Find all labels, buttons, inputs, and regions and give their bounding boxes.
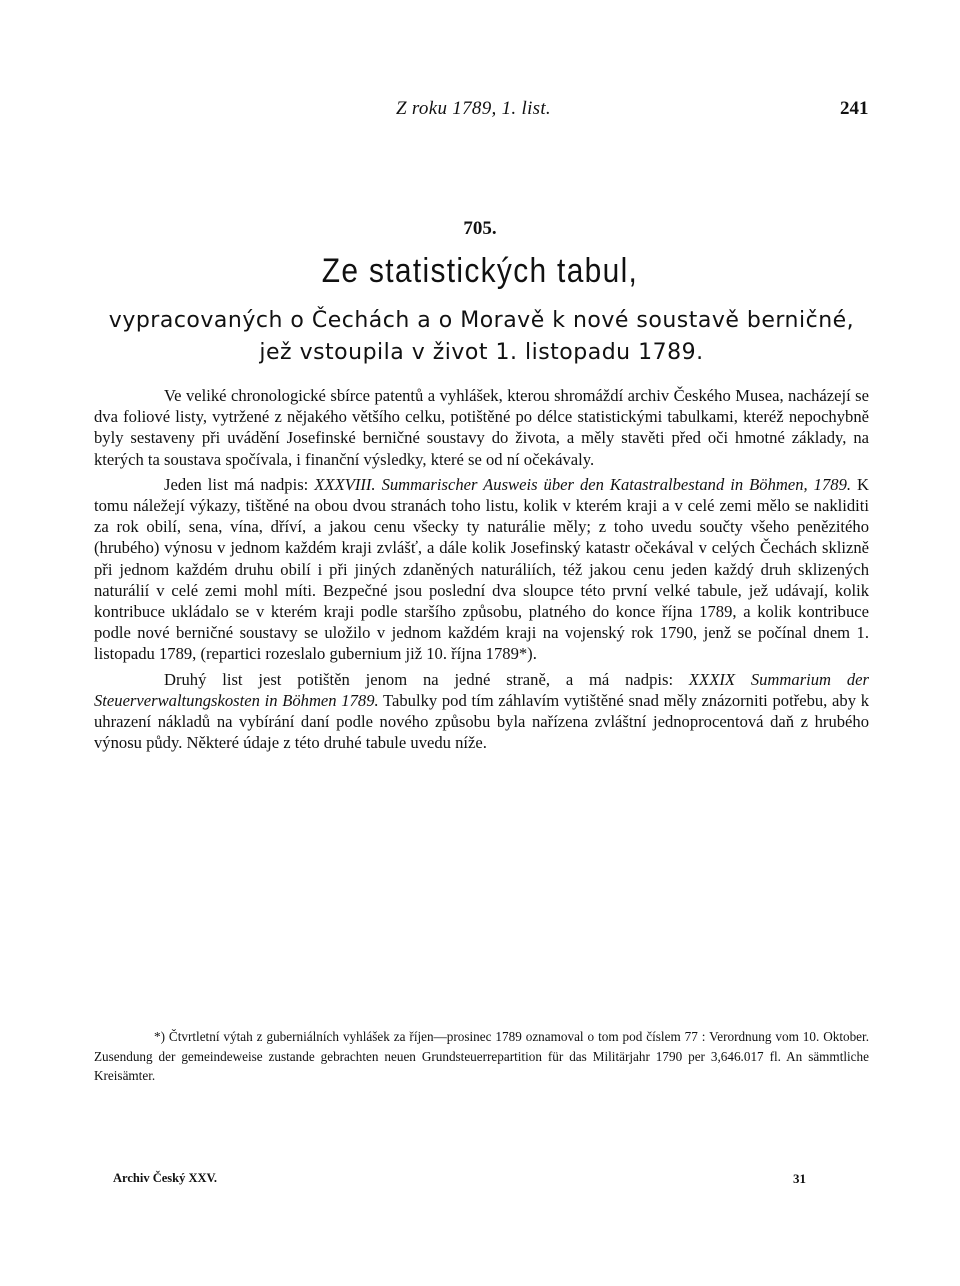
paragraph-2-heading: XXXVIII. Summarischer Ausweis über den Katastralbestand in Böhmen, 1789.	[314, 474, 852, 494]
footnote	[94, 1027, 869, 1086]
paragraph-2-text: K tomu náležejí výkazy, tištěné na obou dvou stranách toho listu, kolik v kterém kraji a v celé zemi mělo se nakliditi za rok obilí, sena, vína, dříví, a jakou cenu všecky ty naturálie měly; z toho uvedu součty všeho penězitého (hrubého) výnosu v jednom každém kraji zvlášť, a dále kolik Josefinský katastr očekával v celých Čechách sklizně při jednom každém druhu obilí i při jiných zdaněných naturáliích, též jakou cenu jeden každý druh sklizených naturálií v celé zemi mohl míti. Bezpečné jsou poslední dva sloupce této první velké tabule, jež udávají, kolik kontribuce ukládalo se v kterém kraji podle staršího způsobu, platného do konce října 1789, a kolik kontribuce podle nové berničné soustavy se uložilo v jednom každém kraji na vojenský rok 1790, jenž se počínal dnem 1. listopadu 1789, (repartici rozeslalo gubernium již 10. října 1789*).	[94, 474, 870, 664]
document-title: Ze statistických tabul,	[321, 252, 639, 290]
subtitle-line-1: vypracovaných o Čechách a o Moravě k nové soustavě berničné,	[108, 308, 855, 333]
page-number: 241	[840, 98, 869, 119]
footer-signature: 31	[793, 1171, 806, 1186]
subtitle-line-2: jež vstoupila v život 1. listopadu 1789.	[259, 340, 704, 365]
footer-volume: Archiv Český XXV.	[113, 1171, 218, 1185]
paragraph-2	[94, 474, 869, 665]
running-header	[0, 98, 960, 128]
paragraph-3-heading: XXXIX Summarium der Steuerverwaltungskosten in Böhmen 1789.	[94, 669, 869, 710]
paragraph-2-lead: Jeden list má nadpis:	[164, 474, 315, 494]
document-subtitle	[94, 305, 869, 369]
paragraph-1: Ve veliké chronologické sbírce patentů a vyhlášek, kterou shromáždí archiv Českého Musea, nacházejí se dva foliové listy, vytržené z nějakého většího celku, potištěné po délce statistickými tabulkami, kteréž nepochybně byly sestaveny při uvádění Josefinské berničné soustavy do života, a měly stavěti před oči hmotné základy, na kterých ta soustava spočívala, i finanční výsledky, které se od ní očekávaly.	[94, 386, 869, 469]
document-number: 705.	[463, 218, 497, 239]
paragraph-3-lead: Druhý list jest potištěn jenom na jedné straně, a má nadpis:	[164, 669, 689, 689]
paragraph-3-text: Tabulky pod tím záhlavím vytištěné snad měly znázorniti potřebu, aby k uhrazení nákladů na vybírání daní podle nového způsobu byla nařízena zvláštní jednoprocentová daň z hrubého výnosu půdy. Některé údaje z této druhé tabule uvedu níže.	[94, 690, 869, 753]
running-title: Z roku 1789, 1. list.	[396, 98, 551, 119]
body-text	[94, 385, 869, 753]
paragraph-3	[94, 669, 869, 754]
footnote-text: *) Čtvrtletní výtah z guberniálních vyhlášek za říjen—prosinec 1789 oznamoval o tom pod číslem 77 : Verordnung vom 10. Oktober. Zusendung der gemeindeweise zustande gebrachten neuen Grundsteuerrepartition für das Militärjahr 1790 per 3,646.017 fl. An sämmtliche Kreisämter.	[94, 1029, 869, 1083]
